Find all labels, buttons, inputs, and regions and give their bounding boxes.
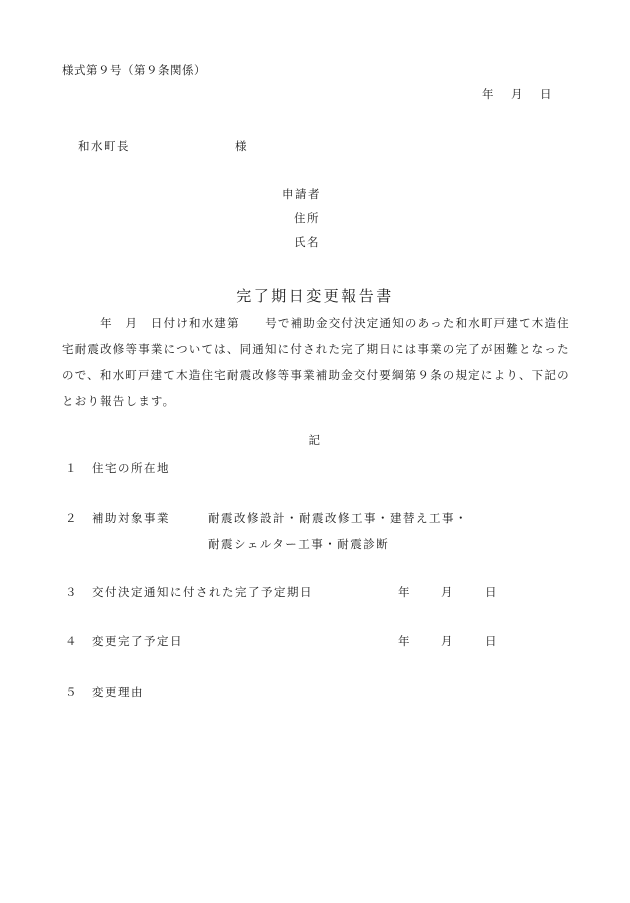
date-year: 年 (398, 585, 410, 599)
item-label: 交付決定通知に付された完了予定期日 (92, 585, 313, 599)
item-number: ２ (65, 511, 77, 525)
addressee-honorific: 様 (235, 139, 248, 153)
report-body (62, 310, 574, 414)
item-label: 住宅の所在地 (92, 461, 170, 475)
item-number: １ (65, 461, 77, 475)
form-number: 様式第９号（第９条関係） (62, 63, 206, 77)
report-date (482, 86, 553, 102)
item-number: ３ (65, 585, 77, 599)
item-number: ４ (65, 634, 77, 648)
project-options-line1: 耐震改修設計・耐震改修工事・建替え工事・ (208, 511, 468, 525)
item-label: 補助対象事業 (92, 511, 170, 525)
date-month: 月 (441, 585, 453, 599)
item-label: 変更理由 (92, 685, 144, 699)
applicant-name-label: 氏名 (294, 235, 320, 249)
date-day: 日 (485, 585, 497, 599)
item-label: 変更完了予定日 (92, 634, 183, 648)
addressee-name: 和水町長 (78, 139, 130, 153)
project-options-line2: 耐震シェルター工事・耐震診断 (208, 537, 390, 551)
report-date-year: 年 (482, 87, 495, 101)
applicant-label: 申請者 (282, 187, 321, 201)
date-year: 年 (398, 634, 410, 648)
document-title: 完了期日変更報告書 (236, 287, 394, 305)
date-day: 日 (485, 634, 497, 648)
report-date-day: 日 (540, 87, 553, 101)
report-date-month: 月 (511, 87, 524, 101)
date-month: 月 (441, 634, 453, 648)
item-number: ５ (65, 685, 77, 699)
applicant-address-label: 住所 (294, 211, 320, 225)
report-body-paragraph: 年 月 日付け和水建第 号で補助金交付決定通知のあった和水町戸建て木造住宅耐震改修等事業については、同通知に付された完了期日には事業の完了が困難となったので、和水町戸建て木造住宅耐震改修等事業補助金交付要綱第９条の規定により、下記のとおり報告します。 (62, 316, 570, 408)
ki-heading: 記 (308, 433, 322, 447)
